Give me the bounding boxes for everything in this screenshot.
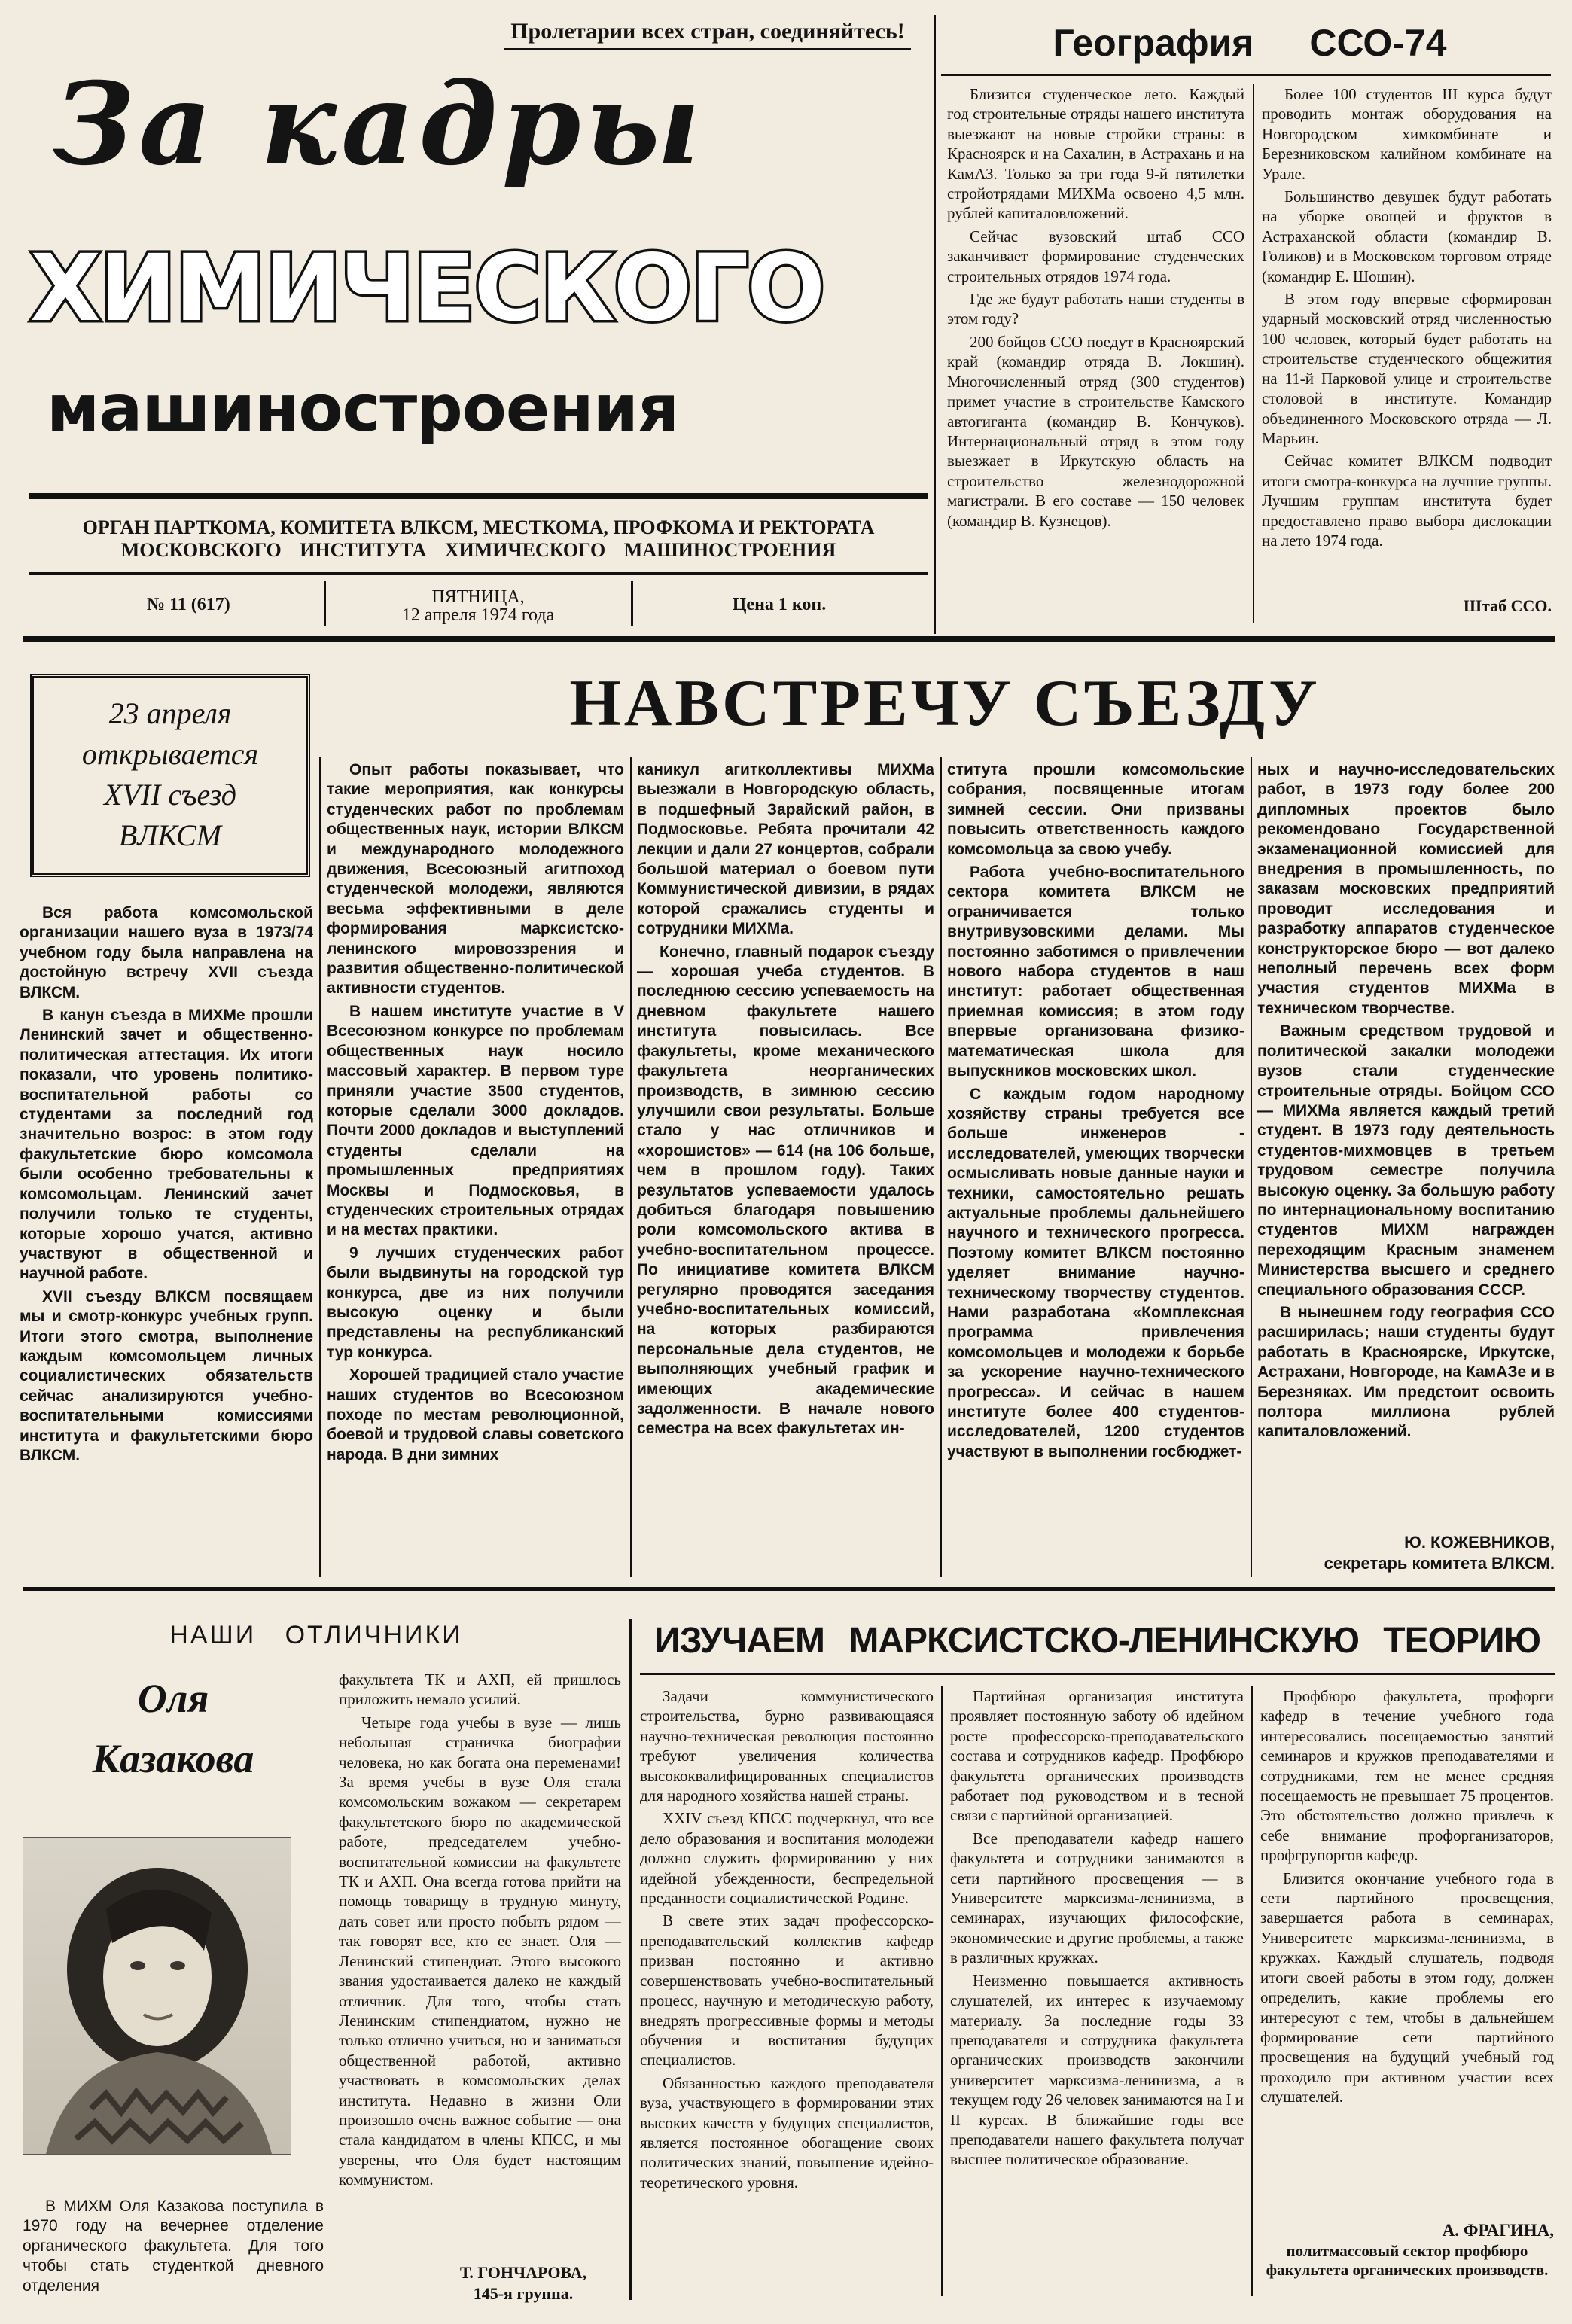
congress-column-5 xyxy=(1257,760,1555,1521)
paragraph: Партийная организация института проявляет постоянную заботу об идейном росте профессорско-преподавательского состава и сотрудников кафедр. Профбюро факультета органических производств работает под руководством и в тесной связи с партийной организацией. xyxy=(950,1687,1244,1825)
honor-rubric: НАШИ ОТЛИЧНИКИ xyxy=(169,1621,463,1649)
congress-divider-3 xyxy=(940,757,942,1577)
paragraph: Опыт работы показывает, что такие мероприятия, как конкурсы студенческих работ по проблемам общественных наук, истории ВЛКСМ и международного молодежного движения, Всесоюзный агитпоход студенческой молодежи, являются весьма эффективными в деле формирования марксистско-ленинского мировоззрения и развития общественно-политической активности студентов. xyxy=(327,761,624,998)
congress-signature-name: Ю. КОЖЕВНИКОВ, xyxy=(1404,1533,1555,1552)
paragraph: Близится студенческое лето. Каждый год строительные отряды нашего института выезжают на новые стройки страны: в Красноярск и на Сахалин, в Астрахань и на КамАЗ. Только за три года 9-й пятилетки стройотрядами МИХМа освоено 4,5 млн. рублей капиталовложений. xyxy=(947,85,1244,223)
paragraph: С каждым годом народному хозяйству страны требуется все больше инженеров - исследователей, умеющих творчески осмысливать новые данные науки и техники, самостоятельно решать актуальные проблемы дальнейшего научного и технического прогресса. Поэтому комитет ВЛКСМ постоянно уделяет внимание научно-техническому творчеству студентов. Нами разработана «Комплексная программа привлечения комсомольцев и молодежи к борьбе за ускорение научно-технического прогресса». И сейчас в нашем институте более 400 студентов-исследователей, 1200 студентов участвуют в выполнении госбюджет- xyxy=(947,1085,1244,1460)
geo-title-rule xyxy=(941,74,1551,76)
paragraph: В МИХМ Оля Казакова поступила в 1970 году на вечернее отделение органического факультета. Для того чтобы стать студенткой дневного отделения xyxy=(23,2198,324,2295)
paragraph: Все преподаватели кафедр нашего факультета и сотрудники занимаются в сети партийного просвещения — в Университете марксизма-ленинизма, в семинарах, изучающих философские, экономические и другие проблемы, а также в различных кружках. xyxy=(950,1829,1244,1967)
congress-divider-4 xyxy=(1251,757,1252,1577)
theory-column-3 xyxy=(1260,1686,1554,2213)
paragraph: В этом году впервые сформирован ударный московский отряд численностью 100 человек, который будет работать на строительстве студенческого общежития на 11-й Парковой улице и строительстве столовой в институте. Командир объединенного Московского отряда — Л. Марьин. xyxy=(1262,290,1552,447)
paragraph: Сейчас вузовский штаб ССО заканчивает формирование студенческих строительных отрядов 1974 года. xyxy=(947,227,1244,285)
top-section-rule xyxy=(23,636,1555,642)
theory-divider-1 xyxy=(941,1686,943,2296)
bottom-vertical-divider xyxy=(629,1619,632,2300)
paragraph: Хорошей традицией стало участие наших студентов во Всесоюзном походе по местам революционной, боевой и трудовой славы советского народа. В дни зимних xyxy=(327,1366,624,1464)
paragraph: ных и научно-исследовательских работ, в 1973 году более 200 дипломных проектов было рекомендовано Государственной экзаменационной комиссией для внедрения в промышленность, по заказам московских предприятий проводит исследования и разработку аппаратов студенческое конструкторское бюро — вот далеко неполный перечень всех форм участия студентов МИХМа в техническом творчестве. xyxy=(1257,761,1555,1017)
paragraph: Важным средством трудовой и политической закалки молодежи вузов стали студенческие строительные отряды. Бойцом ССО — МИХМа является каждый третий студент. В 1973 году деятельность студентов-михмовцев в третьем трудовом семестре получила высокую оценку. За большую работу по интернациональному воспитанию студентов МИХМ награжден переходящим Красным знаменем Министерства высшего и среднего специального образования СССР. xyxy=(1257,1022,1555,1299)
geo-column-divider xyxy=(1253,84,1254,623)
paragraph: В нашем институте участие в V Всесоюзном конкурсе по проблемам общественных наук носило массовый характер. В первом туре приняли участие 3500 студентов, которые сделали 3000 докладов. Почти 2000 докладов и выступлений студенты сделали на промышленных предприятиях Москвы и Подмосковья, в студенческих строительных отрядах и на местах практики. xyxy=(327,1002,624,1239)
congress-column-3 xyxy=(637,760,934,1577)
paragraph: В нынешнем году география ССО расширилась; наши студенты будут работать в Красноярске, Иркутске, Астрахани, Новгороде, на КамАЗе и в Березняках. Им предстоит освоить полтора миллиона рублей капиталовложений. xyxy=(1257,1303,1555,1441)
honor-signature-name: Т. ГОНЧАРОВА, xyxy=(459,2263,587,2282)
congress-column-2 xyxy=(327,760,624,1577)
paragraph: В свете этих задач профессорско-преподавательский коллектив кафедр призван постоянно и активно совершенствовать учебно-воспитательный процесс, научную и методическую работу, внедрять прогрессивные формы и методы обучения и воспитания будущих специалистов. xyxy=(640,1911,934,2070)
portrait-image xyxy=(23,1838,291,2154)
paragraph: Задачи коммунистического строительства, бурно развивающаяся научно-техническая революция постоянно требуют увеличения количества высококвалифицированных специалистов для народного хозяйства нашей страны. xyxy=(640,1687,934,1805)
organ-line2: МОСКОВСКОГО ИНСТИТУТА ХИМИЧЕСКОГО МАШИНОСТРОЕНИЯ xyxy=(120,539,836,561)
congress-headline: НАВСТРЕЧУ СЪЕЗДУ xyxy=(569,667,1321,740)
paragraph: XXIV съезд КПСС подчеркнул, что все дело образования и воспитания молодежи должно служить формированию у них идейной убежденности, беспредельной преданности социалистической Родине. xyxy=(640,1809,934,1908)
theory-divider-2 xyxy=(1251,1686,1253,2296)
congress-box-line2: открывается xyxy=(81,737,259,771)
geo-left-border xyxy=(934,15,936,634)
student-portrait xyxy=(23,1837,291,2155)
masthead-rule-top xyxy=(29,493,928,499)
slogan-underline xyxy=(504,48,911,50)
masthead-title-line3: машиностроения xyxy=(47,371,679,446)
middle-section-rule xyxy=(23,1587,1555,1591)
congress-box-line3: XVII съезд xyxy=(103,778,237,812)
congress-box-line4: ВЛКСМ xyxy=(118,818,222,852)
slogan: Пролетарии всех стран, соединяйтесь! xyxy=(510,19,905,44)
geo-signature: Штаб ССО. xyxy=(1463,596,1552,615)
paragraph: 9 лучших студенческих работ были выдвинуты на городской тур конкурса, две из них получили высокую оценку и были представлены на республиканский тур конкурса. xyxy=(327,1244,624,1361)
paragraph: факультета ТК и АХП, ей пришлось приложить немало усилий. xyxy=(339,1671,621,1709)
organ-line1: ОРГАН ПАРТКОМА, КОМИТЕТА ВЛКСМ, МЕСТКОМА, ПРОФКОМА И РЕКТОРАТА xyxy=(82,516,875,538)
congress-divider-2 xyxy=(630,757,632,1577)
honor-caption xyxy=(23,2197,324,2295)
paragraph: 200 бойцов ССО поедут в Красноярский край (командир отряда В. Локшин). Многочисленный отряд (300 студентов) примет участие в строительстве Камского автогиганта (командир В. Кончуков). Интернациональный отряд в этом году выезжает в Иркутскую область на строительство железнодорожной магистрали. В его составе — 150 человек (командир В. Кузнецов). xyxy=(947,332,1244,530)
honor-signature-role: 145-я группа. xyxy=(473,2284,574,2303)
price: Цена 1 коп. xyxy=(732,595,827,614)
congress-column-4 xyxy=(947,760,1244,1577)
paragraph: Более 100 студентов III курса будут проводить монтаж оборудования на Новгородском химкомбинате и Березниковском калийном комбинате на Урале. xyxy=(1262,85,1552,183)
paragraph: Профбюро факультета, профорги кафедр в течение учебного года интересовались посещаемостью занятий семинаров и кружков преподавателями и сотрудниками, тем не менее средняя посещаемость не превышает 75 процентов. Это обстоятельство должно привлечь к себе внимание профорганизаторов, профгрупоргов кафедр. xyxy=(1260,1687,1554,1865)
theory-signature-role: политмассовый сектор профбюро факультета органических производств. xyxy=(1266,2242,1549,2279)
masthead-title-line2: ХИМИЧЕСКОГО xyxy=(30,235,824,342)
honor-name-line1: Оля xyxy=(137,1676,209,1721)
geo-title: География ССО-74 xyxy=(1053,22,1447,64)
issue-divider-1 xyxy=(324,581,326,626)
congress-signature-role: секретарь комитета ВЛКСМ. xyxy=(1324,1554,1555,1573)
paragraph: Большинство девушек будут работать на уборке овощей и фруктов в Астраханской области (командир В. Голиков) и в Московском торговом отряде (командир Е. Шошин). xyxy=(1262,187,1552,285)
date-line1: ПЯТНИЦА, xyxy=(431,587,525,607)
congress-column-1 xyxy=(20,903,313,1581)
paragraph: Работа учебно-воспитательного сектора комитета ВЛКСМ не ограничивается только внутривузовскими делами. Мы постоянно заботимся о привлечении нового набора студентов в наш институт: работает общественная приемная комиссия; в этом году впервые организована физико-математическая школа для выпускников московских школ. xyxy=(947,864,1244,1080)
theory-signature-name: А. ФРАГИНА, xyxy=(1442,2221,1554,2240)
theory-headline-rule xyxy=(640,1673,1555,1675)
honor-name-line2: Казакова xyxy=(92,1736,254,1781)
paragraph: В канун съезда в МИХМе прошли Ленинский зачет и общественно-политическая аттестация. Их итоги показали, что уровень политико-воспитательной работы со студентами за последний год значительно возрос: в этом году факультетские бюро комсомола были особенно требовательны к комсомольцам. Ленинский зачет получили только те студенты, которые хорошо учатся, активно участвуют в общественной и научной работе. xyxy=(20,1007,313,1283)
paragraph: Вся работа комсомольской организации нашего вуза в 1973/74 учебном году была направлена на достойную встречу XVII съезда ВЛКСМ. xyxy=(20,904,313,1001)
masthead-rule-mid xyxy=(29,572,928,575)
congress-divider-1 xyxy=(319,757,321,1577)
paragraph: Где же будут работать наши студенты в этом году? xyxy=(947,290,1244,328)
date-line2: 12 апреля 1974 года xyxy=(401,605,555,625)
theory-headline: ИЗУЧАЕМ МАРКСИСТСКО-ЛЕНИНСКУЮ ТЕОРИЮ xyxy=(654,1621,1540,1661)
theory-column-1 xyxy=(640,1686,934,2296)
paragraph: Сейчас комитет ВЛКСМ подводит итоги смотра-конкурса на лучшие группы. Лучшим группам института будет предоставлено право выбора дислокации на лето 1974 года. xyxy=(1262,452,1552,550)
honor-text-column xyxy=(339,1670,621,2280)
paragraph: Неизменно повышается активность слушателей, их интерес к изучаемому материалу. За последние годы 33 преподавателя и сотрудника факультета органических производств закончили университет марксизма-ленинизма, а в текущем году 26 человек занимаются на I и II курсах. В ближайшие годы все преподаватели нашего факультета получат высшее политическое образование. xyxy=(950,1971,1244,2169)
paragraph: ститута прошли комсомольские собрания, посвященные итогам зимней сессии. Они призваны повысить ответственность каждого комсомольца за свою учебу. xyxy=(947,761,1244,858)
paragraph: Четыре года учебы в вузе — лишь небольшая страничка биографии человека, но как богата она переменами! За время учебы в вузе Оля стала комсомольским вожаком — секретарем факультетского бюро по академической работе, председателем учебно-воспитательной комиссии на факультете ТК и АХП. Она всегда готова прийти на помощь товарищу в трудную минуту, дать совет или просто побыть рядом — так говорят все, кто ее знает. Оля — Ленинский стипендиат. Этого высокого звания удостаивается далеко не каждый отличник. Для того, чтобы стать Ленинским стипендиатом, нужно не только отлично учиться, но и заниматься общественной работой, активно участвовать в комсомольских делах института. Недавно в жизни Оли произошло очень важное событие — она стала кандидатом в члены КПСС, и мы уверены, что Оля будет настоящим коммунистом. xyxy=(339,1713,621,2189)
paragraph: каникул агитколлективы МИХМа выезжали в Новгородскую область, в подшефный Зарайский район, в Подмосковье. Ребята прочитали 42 лекции и дали 27 концертов, собрали большой материал о боевом пути Коммунистической дивизии, в рядах которой сражались студенты и сотрудники МИХМа. xyxy=(637,761,934,938)
paragraph: Конечно, главный подарок съезду — хорошая учеба студентов. В последнюю сессию успеваемость на дневном факультете нашего института повысилась. Все факультеты, кроме механического факультета неорганических производств, в зимнюю сессию улучшили свои результаты. Больше стало у нас отличников и «хорошистов» — 614 (на 106 больше, чем в прошлом году). Таких результатов успеваемости удалось добиться благодаря повышению роли комсомольского актива в учебно-воспитательном процессе. По инициативе комитета ВЛКСМ регулярно проводятся заседания учебно-воспитательных комиссий, на которых разбираются персональные дела студентов, не выполняющих учебный график и имеющих академические задолженности. В начале нового семестра на всех факультетах ин- xyxy=(637,943,934,1438)
issue-number: № 11 (617) xyxy=(147,595,230,614)
congress-box-line1: 23 апреля xyxy=(108,696,232,730)
theory-column-2 xyxy=(950,1686,1244,2296)
paragraph: XVII съезду ВЛКСМ посвящаем мы и смотр-конкурс учебных групп. Итоги этого смотра, выполнение каждым комсомольцем личных социалистических обязательств сейчас анализируются учебно-воспитательными комиссиями института и факультетскими бюро ВЛКСМ. xyxy=(20,1287,313,1464)
geo-column-1 xyxy=(947,84,1244,623)
masthead-title-line1: За кадры xyxy=(53,58,705,190)
paragraph: Близится окончание учебного года в сети партийного просвещения, завершается работа в семинарах, Университете марксизма-ленинизма, в кружках. Каждый слушатель, подводя итоги своей работы в этом году, должен определить, какие проблемы его интересуют с тем, чтобы в дальнейшем формирование сети партийного просвещения на будущий учебный год проходило при активном участии всех слушателей. xyxy=(1260,1869,1554,2106)
issue-divider-2 xyxy=(631,581,633,626)
geo-column-2 xyxy=(1262,84,1552,596)
paragraph: Обязанностью каждого преподавателя вуза, участвующего в формировании этих высоких качеств у будущих специалистов, является постоянное обогащение своих политических знаний, повышение идейно-теоретического уровня. xyxy=(640,2073,934,2192)
